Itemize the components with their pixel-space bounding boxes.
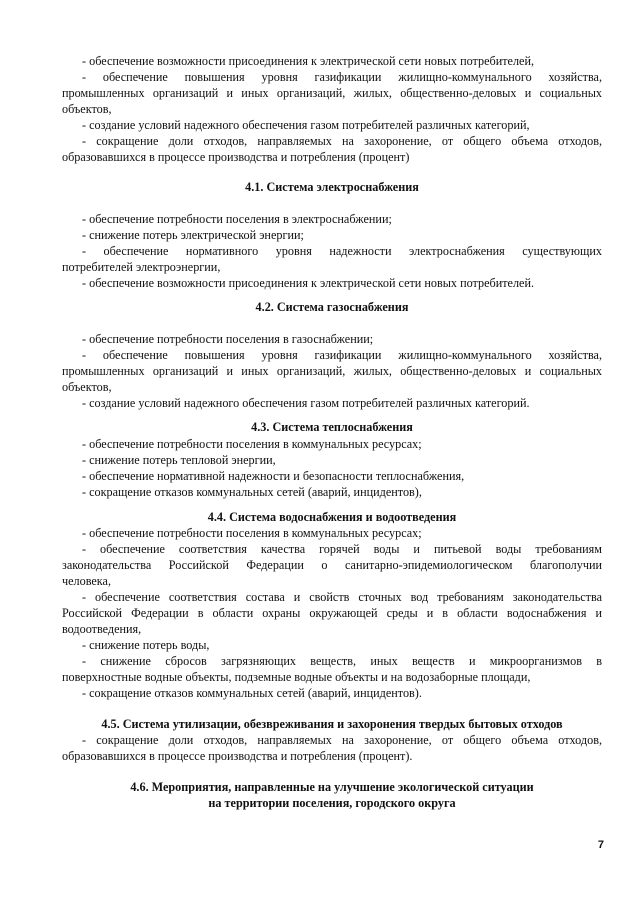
section-4-4-line: - обеспечение соответствия качества горячей воды и питьевой воды требованиям — [82, 542, 602, 556]
section-4-3-line: - сокращение отказов коммунальных сетей (аварий, инцидентов), — [82, 485, 422, 499]
section-4-5-line: - сокращение доли отходов, направляемых на захоронение, от общего объема отходов, — [82, 733, 602, 747]
intro-line-7: образовавшихся в процессе производства и потребления (процент) — [62, 150, 410, 164]
section-4-4-line: - обеспечение потребности поселения в коммунальных ресурсах; — [82, 526, 422, 540]
page-number: 7 — [597, 839, 604, 851]
intro-line-5: - создание условий надежного обеспечения газом потребителей различных категорий, — [82, 118, 530, 132]
section-4-2-line: промышленных организаций и иных организаций, жилых, общественно-деловых и социальных — [62, 364, 602, 378]
section-4-4-line: Российской Федерации в области охраны окружающей среды и в области водоснабжения и — [62, 606, 602, 620]
intro-line-3: промышленных организаций и иных организаций, жилых, общественно-деловых и социальных — [62, 86, 602, 100]
section-4-4-heading: 4.4. Система водоснабжения и водоотведения — [207, 510, 457, 524]
section-4-2-line: - обеспечение повышения уровня газификации жилищно-коммунального хозяйства, — [82, 348, 602, 362]
section-4-4-line: человека, — [62, 574, 111, 588]
section-4-4-line: - сокращение отказов коммунальных сетей (аварий, инцидентов). — [82, 686, 422, 700]
section-4-4-line: водоотведения, — [62, 622, 142, 636]
section-4-4-line: законодательства Российской Федерации о санитарно-эпидемиологическом благополучии — [62, 558, 602, 572]
intro-line-2: - обеспечение повышения уровня газификации жилищно-коммунального хозяйства, — [82, 70, 602, 84]
section-4-1-line: - обеспечение возможности присоединения к электрической сети новых потребителей. — [82, 276, 535, 290]
section-4-1-line: - снижение потерь электрической энергии; — [82, 228, 304, 242]
section-4-2-heading: 4.2. Система газоснабжения — [255, 300, 409, 314]
section-4-5-heading: 4.5. Система утилизации, обезвреживания и захоронения твердых бытовых отходов — [101, 717, 563, 731]
section-4-4-line: поверхностные водные объекты, подземные водные объекты и на водозаборные площади, — [62, 670, 531, 684]
section-4-6-heading-line-1: 4.6. Мероприятия, направленные на улучшение экологической ситуации — [130, 780, 534, 794]
section-4-1-line: - обеспечение потребности поселения в электроснабжении; — [82, 212, 392, 226]
section-4-3-line: - обеспечение нормативной надежности и безопасности теплоснабжения, — [82, 469, 465, 483]
intro-line-4: объектов, — [62, 102, 112, 116]
section-4-6-heading-line-2: на территории поселения, городского округа — [208, 796, 456, 810]
section-4-5-line: образовавшихся в процессе производства и потребления (процент). — [62, 749, 413, 763]
section-4-1-line: потребителей электроэнергии, — [62, 260, 221, 274]
section-4-2-line: - обеспечение потребности поселения в газоснабжении; — [82, 332, 374, 346]
section-4-3-heading: 4.3. Система теплоснабжения — [251, 420, 413, 434]
section-4-4-line: - снижение потерь воды, — [82, 638, 210, 652]
intro-line-6: - сокращение доли отходов, направляемых на захоронение, от общего объема отходов, — [82, 134, 602, 148]
section-4-4-line: - обеспечение соответствия состава и свойств сточных вод требованиям законодательства — [82, 590, 602, 604]
section-4-1-line: - обеспечение нормативного уровня надежности электроснабжения существующих — [82, 244, 602, 258]
section-4-4-line: - снижение сбросов загрязняющих веществ, иных веществ и микроорганизмов в — [82, 654, 602, 668]
intro-line-1: - обеспечение возможности присоединения к электрической сети новых потребителей, — [82, 54, 535, 68]
section-4-2-line: объектов, — [62, 380, 112, 394]
section-4-2-line: - создание условий надежного обеспечения газом потребителей различных категорий. — [82, 396, 530, 410]
section-4-3-line: - снижение потерь тепловой энергии, — [82, 453, 276, 467]
section-4-3-line: - обеспечение потребности поселения в коммунальных ресурсах; — [82, 437, 422, 451]
section-4-1-heading: 4.1. Система электроснабжения — [245, 180, 419, 194]
